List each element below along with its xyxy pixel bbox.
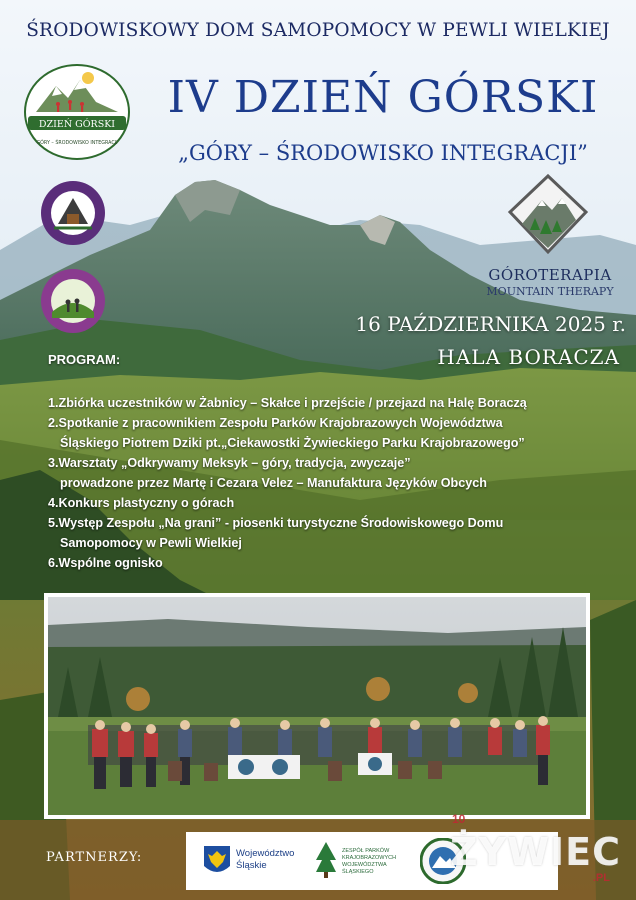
sds-pewla-wielka-logo (40, 180, 106, 246)
klub-gorski-logo (40, 268, 106, 334)
watermark-word: ŻYWIEC (450, 830, 621, 874)
program-item-6: 6.Wspólne ognisko (48, 556, 163, 570)
program-item-5-continued: Samopomocy w Pewli Wielkiej (60, 536, 242, 550)
program-item-4: 4.Konkurs plastyczny o górach (48, 496, 235, 510)
program-item-2-continued: Śląskiego Piotrem Dziki pt.„Ciekawostki Żywieckiego Parku Krajobrazowego” (60, 436, 525, 450)
dzien-gorski-logo (22, 64, 132, 164)
slaskie-name: Województwo Śląskie (236, 848, 295, 871)
slaskie-eagle-icon (202, 844, 232, 878)
program-item-3: 3.Warsztaty „Odkrywamy Meksyk – góry, tradycja, zwyczaje” (48, 456, 411, 470)
watermark-number: 10 (452, 812, 466, 826)
partner-wojewodztwo-slaskie (200, 838, 300, 884)
dzien-gorski-badge: DZIEŃ GÓRSKI (38, 119, 116, 130)
program-item-3-continued: prowadzone przez Martę i Cezara Velez – Manufaktura Języków Obcych (60, 476, 487, 490)
event-title: IV DZIEŃ GÓRSKI (167, 72, 599, 123)
event-date: 16 PAŹDZIERNIKA 2025 r. (355, 312, 626, 336)
goroterapia-subtitle: MOUNTAIN THERAPY (486, 285, 614, 298)
zywiec-watermark (450, 812, 620, 888)
group-photo (48, 597, 586, 815)
partner-zespol-parkow (314, 838, 397, 884)
event-subtitle: „GÓRY – ŚRODOWISKO INTEGRACJI” (178, 141, 588, 165)
program-list (48, 393, 628, 573)
parks-tree-icon (314, 840, 338, 880)
program-item-5: 5.Występ Zespołu „Na grani” - piosenki turystyczne Środowiskowego Domu (48, 516, 504, 530)
partners-label: PARTNERZY: (46, 850, 143, 865)
program-item-2: 2.Spotkanie z pracownikiem Zespołu Parków Krajobrazowych Województwa (48, 416, 503, 430)
goroterapia-title: GÓROTERAPIA (488, 266, 612, 284)
goroterapia-logo (500, 172, 596, 260)
group-photo-frame (44, 593, 590, 819)
event-place: HALA BORACZA (437, 345, 620, 369)
dzien-gorski-caption: GÓRY – ŚRODOWISKO INTEGRACJI (36, 141, 118, 146)
watermark-domain: .PL (592, 872, 610, 884)
organization-title: ŚRODOWISKOWY DOM SAMOPOMOCY W PEWLI WIELKIEJ (26, 20, 610, 41)
program-heading: PROGRAM: (48, 352, 121, 367)
parks-name: ZESPÓŁ PARKÓW KRAJOBRAZOWYCH WOJEWÓDZTWA ŚLĄSKIEGO (342, 848, 397, 875)
program-item-1: 1.Zbiórka uczestników w Żabnicy – Skałce i przejście / przejazd na Halę Boraczą (48, 396, 527, 410)
